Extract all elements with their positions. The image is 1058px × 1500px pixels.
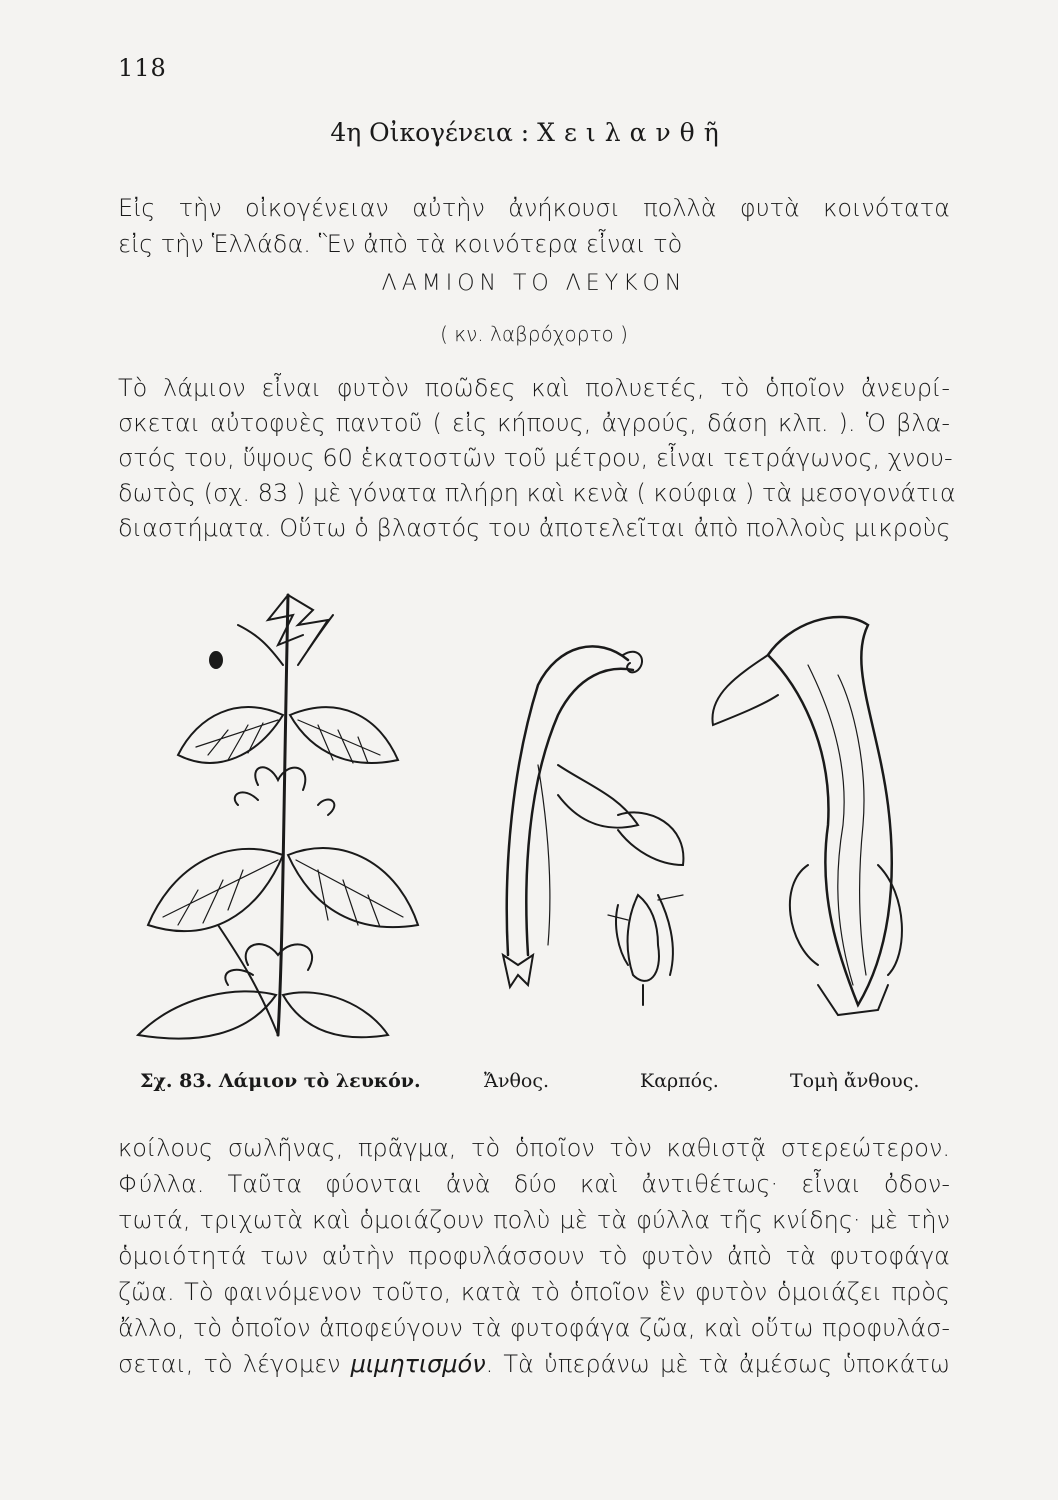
paragraph-line: κοίλους σωλῆνας, πρᾶγμα, τὸ ὁποῖον τὸν καθιστᾷ στερεώτερον. xyxy=(118,1134,950,1162)
figure-caption xyxy=(0,1070,1058,1100)
caption-section: Τομὴ ἄνθους. xyxy=(790,1070,920,1092)
text-before-term: σεται, τὸ λέγομεν xyxy=(118,1350,341,1378)
intro-line: Εἰς τὴν οἰκογένειαν αὐτὴν ἀνήκουσι πολλὰ φυτὰ κοινότατα xyxy=(118,194,950,222)
caption-fruit: Καρπός. xyxy=(640,1070,719,1092)
intro-line: εἰς τὴν Ἑλλάδα. Ἓν ἀπὸ τὰ κοινότερα εἶναι τὸ xyxy=(118,230,683,258)
caption-title: Σχ. 83. Λάμιον τὸ λευκόν. xyxy=(140,1070,421,1092)
paragraph-line: στός του, ὕψους 60 ἑκατοστῶν τοῦ μέτρου, εἶναι τετράγωνος, χνου- xyxy=(118,444,953,472)
caption-flower: Ἄνθος. xyxy=(484,1070,550,1092)
page-number: 118 xyxy=(118,54,167,82)
paragraph-line: τωτά, τριχωτὰ καὶ ὁμοιάζουν πολὺ μὲ τὰ φύλλα τῆς κνίδης· μὲ τὴν xyxy=(118,1206,950,1234)
paragraph-line: δωτὸς (σχ. 83 ) μὲ γόνατα πλήρη καὶ κενὰ ( κούφια ) τὰ μεσογονάτια xyxy=(118,479,956,507)
section-leaves-line: Φύλλα. Ταῦτα φύονται ἀνὰ δύο καὶ ἀντιθέτως· εἶναι ὀδον- xyxy=(118,1170,950,1198)
paragraph-line: ἄλλο, τὸ ὁποῖον ἀποφεύγουν τὰ φυτοφάγα ζῶα, καὶ οὕτω προφυλάσ- xyxy=(118,1314,950,1342)
paragraph-line: διαστήματα. Οὕτω ὁ βλαστός του ἀποτελεῖται ἀπὸ πολλοὺς μικροὺς xyxy=(118,514,951,542)
fruit-drawing xyxy=(608,895,683,1005)
term-mimicry: μιμητισμόν xyxy=(350,1350,486,1378)
common-name: ( κν. λαβρόχορτο ) xyxy=(440,322,628,346)
paragraph-line: Τὸ λάμιον εἶναι φυτὸν ποῶδες καὶ πολυετές, τὸ ὁποῖον ἀνευρί- xyxy=(118,374,950,402)
flower-drawing xyxy=(503,646,683,987)
plant-drawing xyxy=(138,595,418,1039)
family-name: Χειλανθῆ xyxy=(537,118,728,147)
paragraph-line: σκεται αὐτοφυὲς παντοῦ ( εἰς κήπους, ἀγρούς, δάση κλπ. ). Ὁ βλα- xyxy=(118,409,950,437)
chapter-heading xyxy=(0,118,1058,147)
plant-illustration xyxy=(118,565,958,1065)
heading-prefix: 4η Οἰκογένεια : xyxy=(330,118,530,147)
plant-name: ΛΑΜΙΟΝ ΤΟ ΛΕΥΚΟΝ xyxy=(381,271,687,296)
paragraph-line: ὁμοιότητά των αὐτὴν προφυλάσσουν τὸ φυτὸν ἀπὸ τὰ φυτοφάγα xyxy=(118,1242,950,1270)
section-drawing xyxy=(712,617,901,1015)
paragraph-line-last xyxy=(118,1348,950,1380)
paragraph-line: ζῶα. Τὸ φαινόμενον τοῦτο, κατὰ τὸ ὁποῖον ἓν φυτὸν ὁμοιάζει πρὸς xyxy=(118,1278,950,1306)
text-after-term: . Τὰ ὑπεράνω μὲ τὰ ἀμέσως ὑποκάτω xyxy=(485,1350,950,1378)
